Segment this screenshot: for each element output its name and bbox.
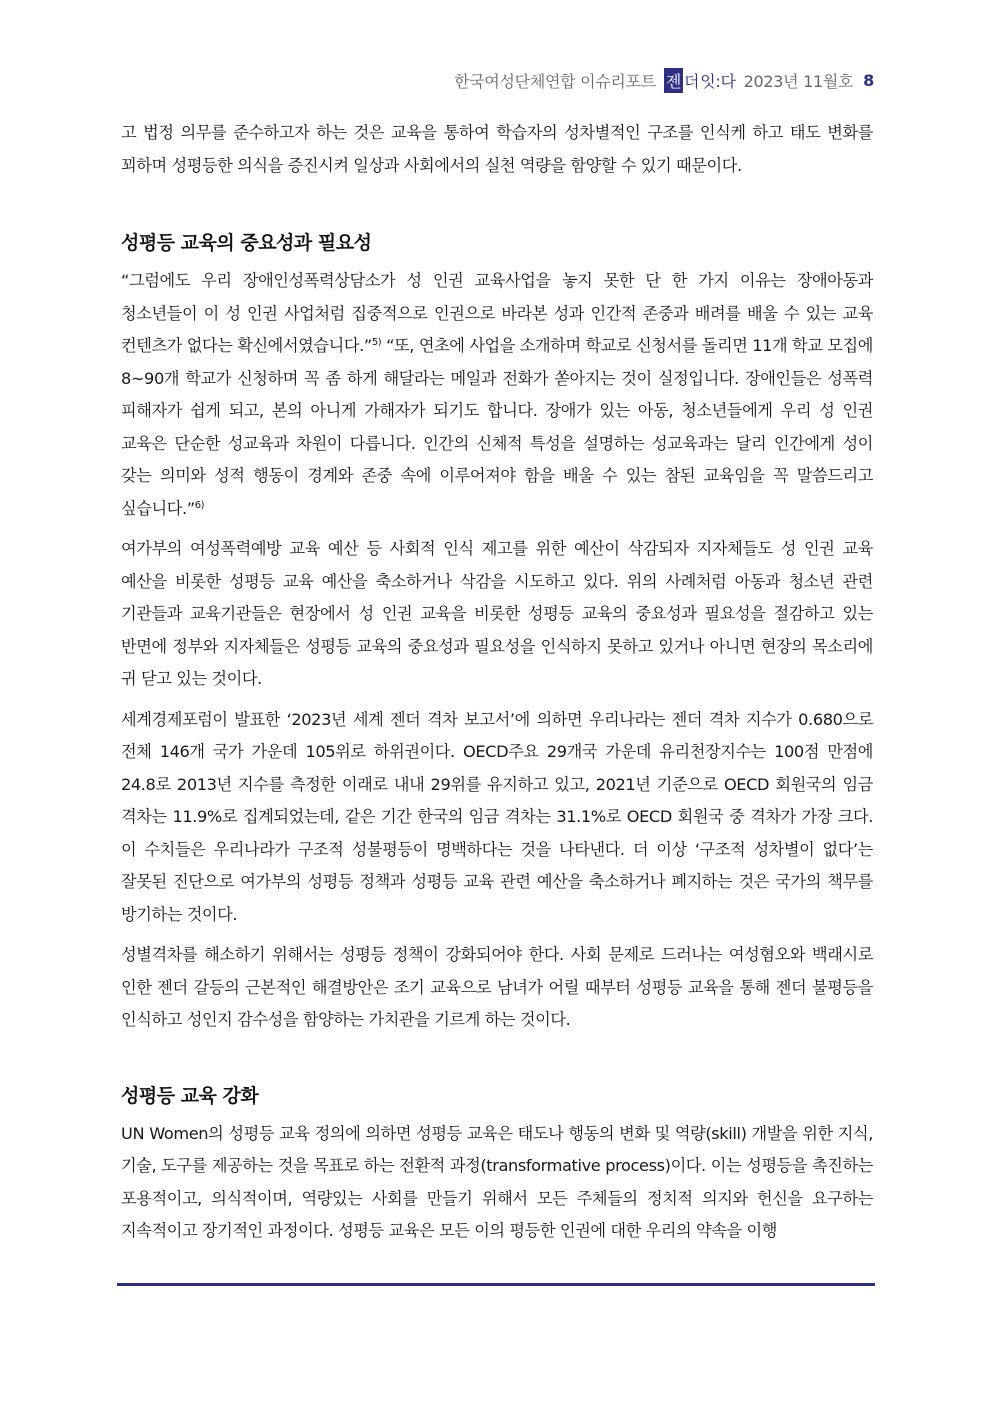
- brand-part2: 더: [684, 72, 700, 91]
- quote-part2: “또, 연초에 사업을 소개하며 학교로 신청서를 돌리면 11개 학교 모집에 8~90개 학교가 신청하며 꼭 좀 하게 해달라는 메일과 전화가 쏟아지는 것이 실정입니다. 장애인들은 성폭력 피해자가 쉽게 되고, 본의 아니게 가해자가 되기도 합니다. 장애가 있는 아동, 청소년들에게 우리 성 인권 교육은 단순한 성교육과 차원이 다릅니다. 인간의 신체적 특성을 설명하는 성교육과는 달리 인간에게 성이 갖는 의미와 성적 행동이 경계와 존중 속에 이루어져야 함을 배울 수 있는 참된 교육임을 꼭 말씀드리고 싶습니다.”: [121, 336, 873, 518]
- intro-paragraph: 고 법정 의무를 준수하고자 하는 것은 교육을 통하여 학습자의 성차별적인 구조를 인식케 하고 태도 변화를 꾀하며 성평등한 의식을 증진시켜 일상과 사회에서의 실천 역량을 함양할 수 있기 때문이다.: [121, 123, 873, 175]
- brand-logo: [664, 68, 736, 93]
- section-heading-importance: 성평등 교육의 중요성과 필요성: [121, 232, 372, 254]
- brand-part3: 잇:다: [700, 72, 736, 91]
- header-issue: 2023년 11월호: [743, 72, 854, 91]
- gender-gap-paragraph: 세계경제포럼이 발표한 ‘2023년 세계 젠더 격차 보고서’에 의하면 우리나라는 젠더 격차 지수가 0.680으로 전체 146개 국가 가운데 105위로 하위권이다. OECD주요 29개국 가운데 유리천장지수는 100점 만점에 24.8로 2013년 지수를 측정한 이래로 내내 29위를 유지하고 있고, 2021년 기준으로 OECD 회원국의 임금 격차는 11.9%로 집계되었는데, 같은 기간 한국의 임금 격차는 31.1%로 OECD 회원국 중 격차가 가장 크다. 이 수치들은 우리나라가 구조적 성불평등이 명백하다는 것을 나타낸다. 더 이상 ‘구조적 성차별이 없다’는 잘못된 진단으로 여가부의 성평등 정책과 성평등 교육 관련 예산을 축소하거나 폐지하는 것은 국가의 책무를 방기하는 것이다.: [121, 709, 873, 924]
- quote-part1: “그럼에도 우리 장애인성폭력상담소가 성 인권 교육사업을 놓지 못한 단 한 가지 이유는 장애아동과 청소년들이 이 성 인권 사업처럼 집중적으로 인권으로 바라본 성과 인간적 존중과 배려를 배울 수 있는 교육 컨텐츠가 없다는 확신에서였습니다.”: [121, 271, 873, 355]
- section-heading-reinforcement: 성평등 교육 강화: [121, 1084, 259, 1107]
- page-number: 8: [863, 71, 874, 90]
- footer-divider: [117, 1283, 875, 1286]
- footnote-ref-5: 5): [371, 337, 382, 348]
- policy-paragraph: 성별격차를 해소하기 위해서는 성평등 정책이 강화되어야 한다. 사회 문제로 드러나는 여성혐오와 백래시로 인한 젠더 갈등의 근본적인 해결방안은 조기 교육으로 남녀가 어릴 때부터 성평등 교육을 통해 젠더 불평등을 인식하고 성인지 감수성을 함양하는 가치관을 기르게 하는 것이다.: [121, 945, 873, 1029]
- quote-paragraph: [121, 265, 873, 525]
- page-header: [454, 68, 874, 93]
- budget-paragraph: 여가부의 여성폭력예방 교육 예산 등 사회적 인식 제고를 위한 예산이 삭감되자 지자체들도 성 인권 교육 예산을 비롯한 성평등 교육 예산을 축소하거나 삭감을 시도하고 있다. 위의 사례처럼 아동과 청소년 관련 기관들과 교육기관들은 현장에서 성 인권 교육을 비롯한 성평등 교육의 중요성과 필요성을 절감하고 있는 반면에 정부와 지자체들은 성평등 교육의 중요성과 필요성을 인식하지 못하고 있거나 아니면 현장의 목소리에 귀 닫고 있는 것이다.: [121, 539, 873, 688]
- header-org: 한국여성단체연합 이슈리포트: [454, 72, 656, 91]
- footnote-ref-6: 6): [194, 499, 205, 511]
- brand-part1: 젠: [664, 68, 683, 93]
- document-body: [121, 117, 873, 1256]
- un-women-paragraph: UN Women의 성평등 교육 정의에 의하면 성평등 교육은 태도나 행동의 변화 및 역량(skill) 개발을 위한 지식, 기술, 도구를 제공하는 것을 목표로 하는 전환적 과정(transformative process)이다. 이는 성평등을 촉진하는 포용적이고, 의식적이며, 역량있는 사회를 만들기 위해서 모든 주체들의 정치적 의지와 헌신을 요구하는 지속적이고 장기적인 과정이다. 성평등 교육은 모든 이의 평등한 인권에 대한 우리의 약속을 이행: [121, 1123, 873, 1240]
